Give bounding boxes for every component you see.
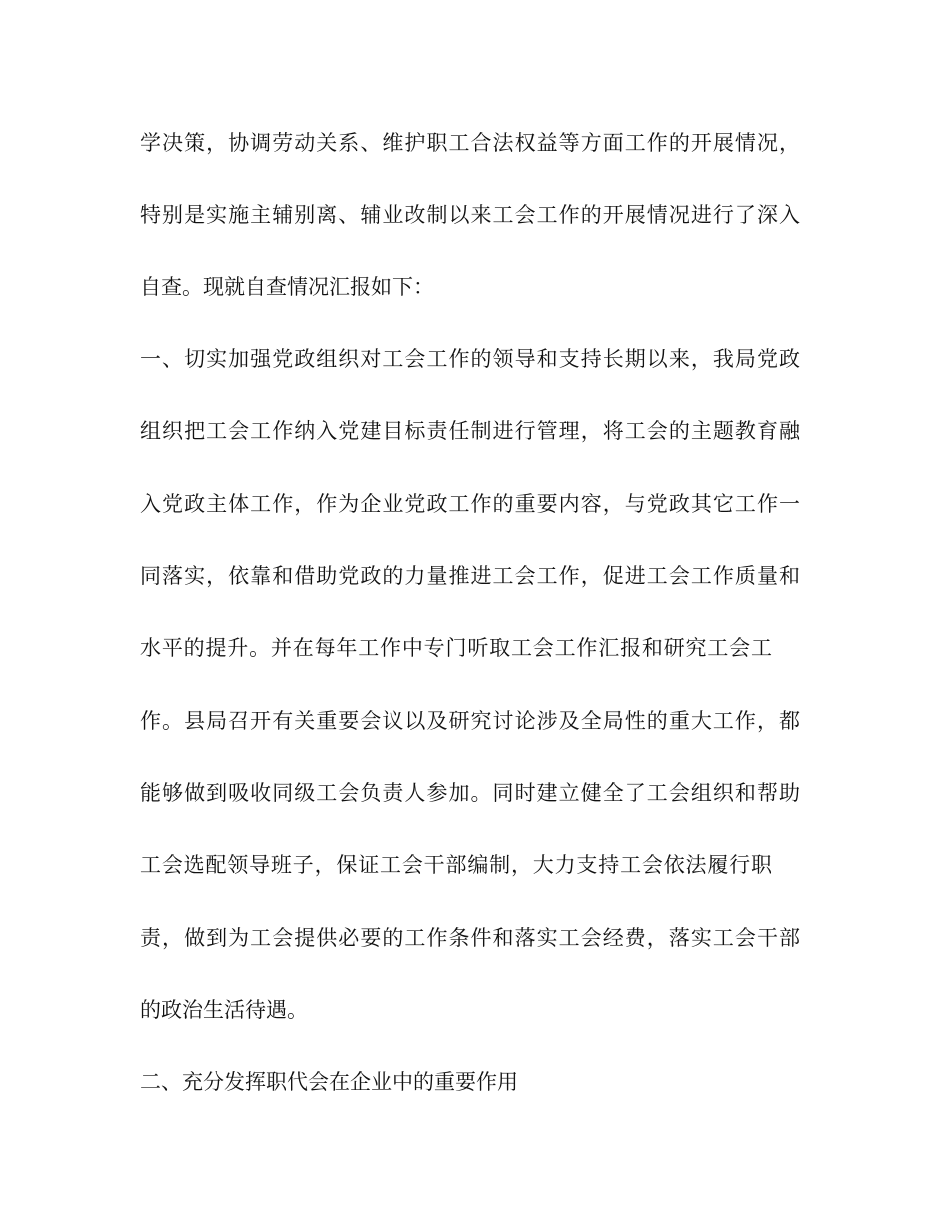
text-line: 自查。现就自查情况汇报如下：: [140, 275, 434, 299]
text-line: 水平的提升。并在每年工作中专门听取工会工作汇报和研究工会工: [140, 636, 772, 660]
text-line: 同落实，依靠和借助党政的力量推进工会工作，促进工会工作质量和: [140, 564, 800, 588]
text-line: 入党政主体工作，作为企业党政工作的重要内容，与党政其它工作一: [140, 492, 800, 516]
section-heading-2: 二、充分发挥职代会在企业中的重要作用: [140, 1070, 518, 1094]
text-line: 组织把工会工作纳入党建目标责任制进行管理，将工会的主题教育融: [140, 419, 800, 443]
text-line: 工会选配领导班子，保证工会干部编制，大力支持工会依法履行职: [140, 853, 772, 877]
text-line: 作。县局召开有关重要会议以及研究讨论涉及全局性的重大工作，都: [140, 709, 800, 733]
text-line: 特别是实施主辅别离、辅业改制以来工会工作的开展情况进行了深入: [140, 203, 800, 227]
text-line: 能够做到吸收同级工会负责人参加。同时建立健全了工会组织和帮助: [140, 781, 800, 805]
section-heading-1: 一、切实加强党政组织对工会工作的领导和支持长期以来，我局党政: [140, 347, 800, 371]
text-line: 的政治生活待遇。: [140, 998, 308, 1022]
text-line: 学决策，协调劳动关系、维护职工合法权益等方面工作的开展情况，: [140, 131, 800, 155]
text-line: 责，做到为工会提供必要的工作条件和落实工会经费，落实工会干部: [140, 926, 800, 950]
